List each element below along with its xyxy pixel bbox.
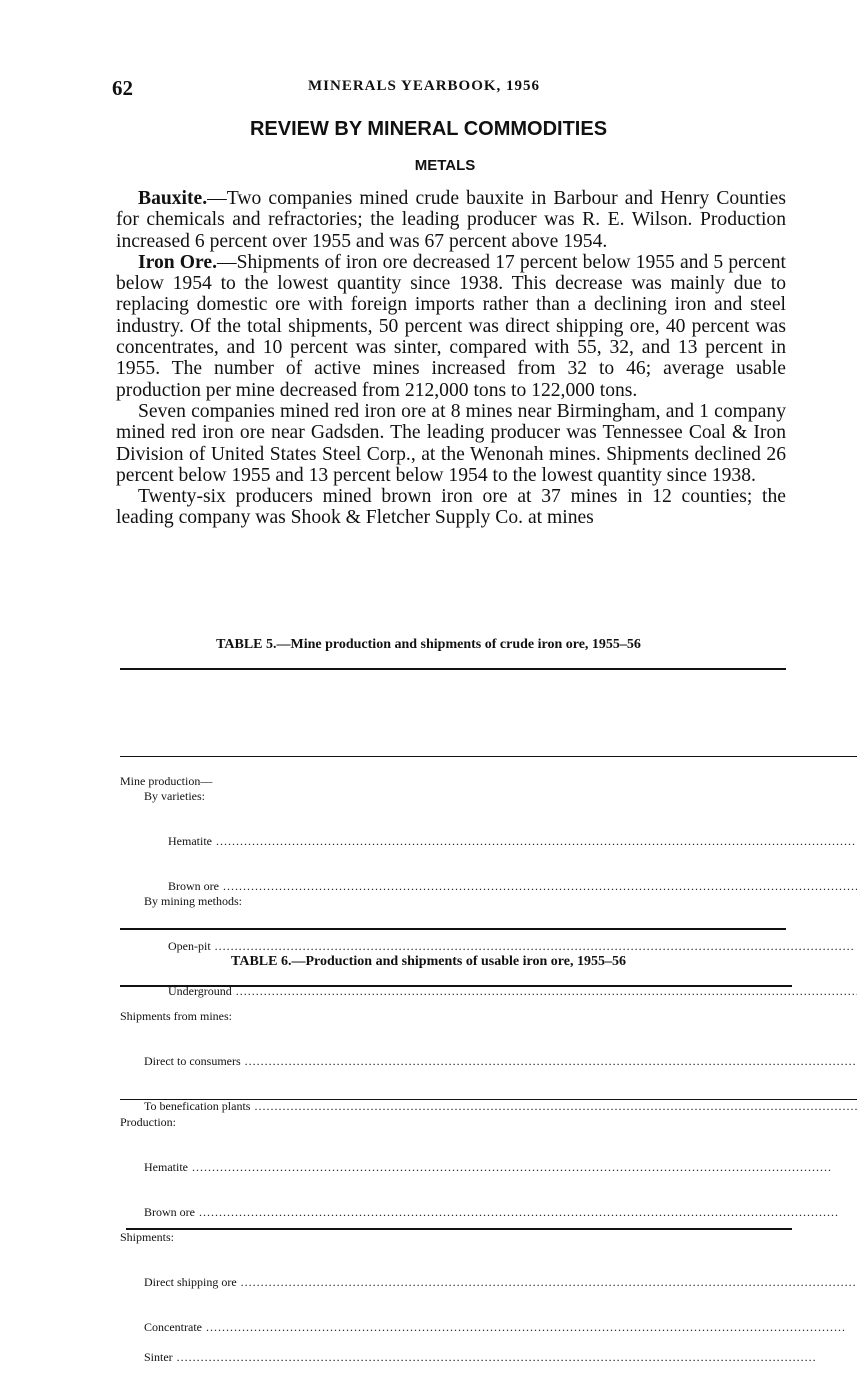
row-label: Underground ..... [168,984,857,999]
paragraph-iron-ore [116,252,786,401]
section-title: REVIEW BY MINERAL COMMODITIES [249,118,608,140]
paragraph-brown-iron-ore [116,486,786,529]
table-row [120,1335,857,1365]
table5-subgroup-label: By mining methods: [120,894,857,909]
table-row [120,1175,857,1220]
row-label: Direct shipping ore ..... [144,1275,857,1290]
table5-subgroup-label: By varieties: [120,789,857,804]
table6-stub-head [120,987,857,1021]
row-label: To benefication plants ..... [144,1099,857,1114]
table-row [120,909,857,954]
table-row [120,849,857,894]
subsection-title: METALS [414,157,476,174]
paragraph-bauxite [116,188,786,252]
run-in-heading: Bauxite. [138,188,208,209]
table5-caption: TABLE 5.—Mine production and shipments of crude iron ore, 1955–56 [216,637,641,652]
body-text [116,188,786,529]
table6 [120,987,857,1365]
paragraph-red-iron-ore [116,401,786,486]
table6-bottom-rule [126,1228,792,1230]
table-row [120,804,857,849]
table5-stub-head [120,670,857,704]
paragraph-text: Seven companies mined red iron ore at 8 mines near Birmingham, and 1 company mined red iron ore near Gadsden. The leading producer was Tennessee Coal & Iron Division of United States Steel Corp., at the Wenonah mines. Shipments declined 26 percent below 1955 and 13 percent below 1954 to the lowest quantity since 1938. [116,400,786,486]
table6-group-label: Production: [120,1115,857,1130]
table-row [120,1130,857,1175]
row-label: Concentrate ..... [144,1320,846,1335]
table-row [120,1245,857,1290]
running-head [112,76,792,100]
run-in-heading: Iron Ore. [138,251,217,273]
table6-caption: TABLE 6.—Production and shipments of usable iron ore, 1955–56 [231,954,626,969]
row-label: Hematite ..... [168,834,856,849]
row-label: Direct to consumers ..... [144,1054,857,1069]
table5-group-label: Mine production— [120,774,857,789]
table6-group-label: Shipments: [120,1230,857,1245]
table5-bottom-rule [120,928,786,930]
table5-group-label: Shipments from mines: [120,1009,857,1024]
paragraph-text: Twenty-six producers mined brown iron ore at 37 mines in 12 counties; the leading company was Shook & Fletcher Supply Co. at mines [116,486,786,529]
table-row [120,1290,857,1335]
page-number: 62 [112,76,133,100]
row-label: Hematite ..... [144,1160,832,1175]
row-label: Sinter ..... [144,1350,817,1365]
row-label: Brown ore ..... [144,1205,839,1220]
row-label: Brown ore ..... [168,879,857,894]
paragraph-text: —Two companies mined crude bauxite in Barbour and Henry Counties for chemicals and refractories; the leading producer was R. E. Wilson. Production increased 6 percent over 1955 and was 67 percent above 1954. [116,188,786,252]
paragraph-text: —Shipments of iron ore decreased 17 percent below 1955 and 5 percent below 1954 to the lowest quantity since 1938. This decrease was mainly due to replacing domestic ore with foreign imports rather than a declining iron and steel industry. Of the total shipments, 50 percent was direct shipping ore, 40 percent was concentrates, and 10 percent was sinter, compared with 55, 32, and 13 percent in 1955. The number of active mines increased from 32 to 46; average usable production per mine decreased from 212,000 tons to 122,000 tons. [116,251,786,401]
row-label: Open-pit ..... [168,939,855,954]
running-title: MINERALS YEARBOOK, 1956 [308,78,541,94]
